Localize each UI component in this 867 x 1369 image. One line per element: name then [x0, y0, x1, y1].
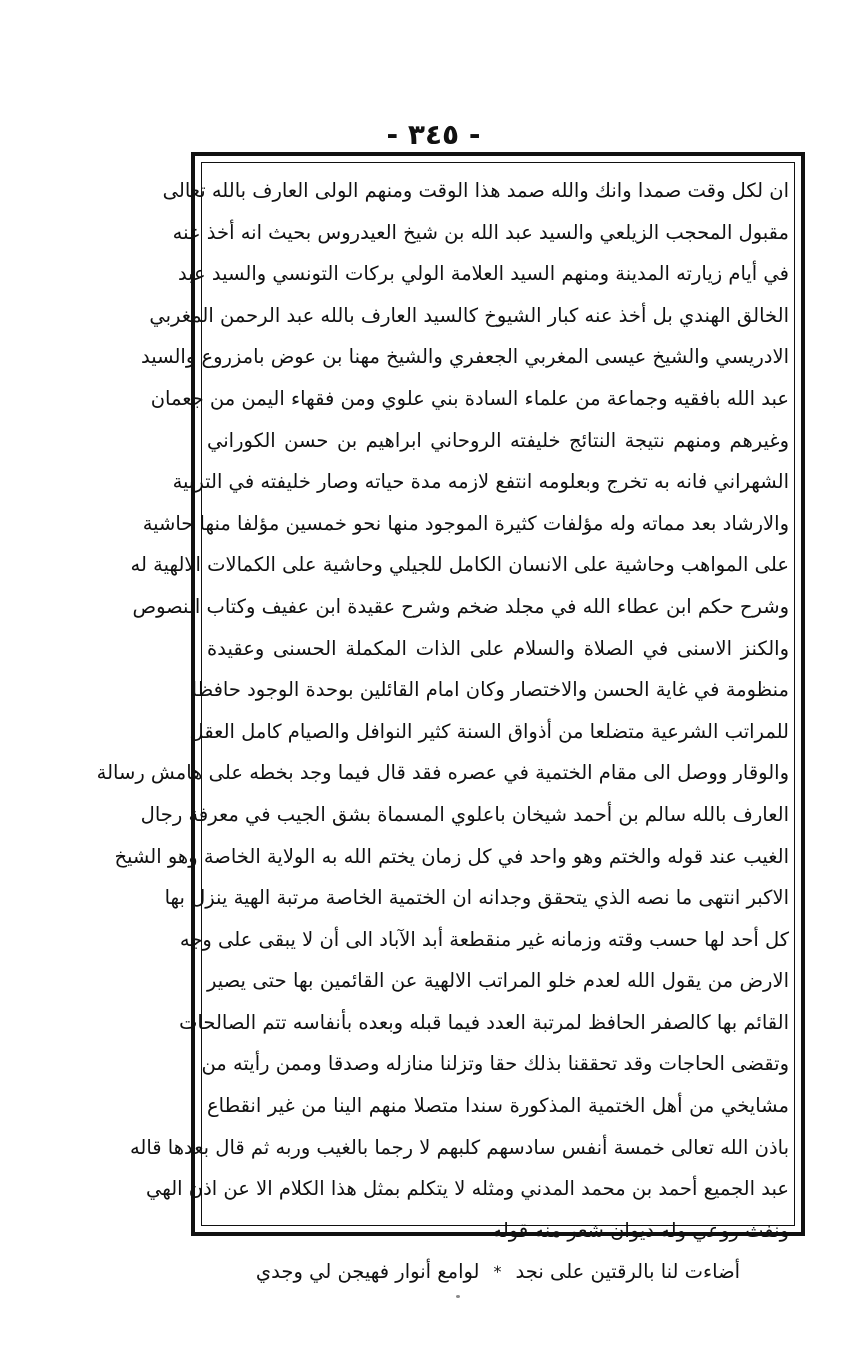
scan-speck	[456, 1295, 460, 1298]
text-line: الاكبر انتهى ما نصه الذي يتحقق وجدانه ان الختمية الخاصة مرتبة الهية ينزل بها	[164, 886, 789, 910]
poem-verse	[207, 1251, 789, 1293]
text-line: وشرح حكم ابن عطاء الله في مجلد ضخم وشرح عقيدة ابن عفيف وكتاب النصوص	[132, 594, 789, 618]
text-line: ونفث روعي وله ديوان شعر منه قوله	[492, 1218, 789, 1242]
text-line: عبد الجميع أحمد بن محمد المدني ومثله لا يتكلم بمثل هذا الكلام الا عن اذن الهي	[145, 1177, 789, 1201]
text-line: الغيب عند قوله والختم وهو واحد في كل زمان يختم الله به الولاية الخاصة وهو الشيخ	[114, 844, 789, 868]
text-line: الشهراني فانه به تخرج وبعلومه انتفع لازمه مدة حياته وصار خليفته في التربية	[172, 470, 789, 494]
text-frame	[96, 152, 805, 1284]
verse-second-hemistich: لوامع أنوار فهيجن لي وجدي	[255, 1260, 480, 1284]
text-line: القائم بها كالصفر الحافظ لمرتبة العدد فيما قبله وبعده بأنفاسه تتم الصالحات	[179, 1010, 789, 1034]
text-line: الارض من يقول الله لعدم خلو المراتب الالهية عن القائمين بها حتى يصير	[207, 969, 789, 993]
verse-first-hemistich: أضاءت لنا بالرقتين على نجد	[515, 1260, 741, 1284]
text-line: وتقضى الحاجات وقد تحققنا بذلك حقا وتزلنا منازله وصدقا وممن رأيته من	[201, 1052, 789, 1076]
text-line: مقبول المحجب الزيلعي والسيد عبد الله بن شيخ العيدروس بحيث انه أخذ عنه	[172, 220, 789, 244]
text-line: للمراتب الشرعية متضلعا من أذواق السنة كثير النوافل والصيام كامل العقل	[189, 719, 789, 743]
text-line: والوقار ووصل الى مقام الختمية في عصره فقد قال فيما وجد بخطه على هامش رسالة	[96, 761, 789, 785]
text-line: الخالق الهندي بل أخذ عنه كبار الشيوخ كالسيد العارف بالله عبد الرحمن المغربي	[149, 303, 789, 327]
body-text	[96, 170, 789, 1293]
text-line: العارف بالله سالم بن أحمد شيخان باعلوي المسماة بشق الجيب في معرفة رجال	[140, 802, 789, 826]
text-line: والارشاد بعد مماته وله مؤلفات كثيرة الموجود منها نحو خمسين مؤلفا منها حاشية	[142, 511, 789, 535]
text-line: كل أحد لها حسب وقته وزمانه غير منقطعة أبد الآباد الى أن لا يبقى على وجه	[179, 927, 789, 951]
text-line: على المواهب وحاشية على الانسان الكامل للجيلي وحاشية على الكمالات الالهية له	[130, 553, 789, 577]
text-line: الادريسي والشيخ عيسى المغربي الجعفري والشيخ مهنا بن عوض بامزروع والسيد	[140, 345, 789, 369]
text-line: عبد الله بافقيه وجماعة من علماء السادة بني علوي ومن فقهاء اليمن من جعمان	[150, 386, 789, 410]
page-number: - ٣٤٥ -	[386, 118, 481, 151]
text-line: وغيرهم ومنهم نتيجة النتائج خليفته الروحاني ابراهيم بن حسن الكوراني	[207, 428, 789, 452]
verse-separator-star: *	[493, 1262, 502, 1282]
text-line: باذن الله تعالى خمسة أنفس سادسهم كلبهم لا رجما بالغيب وربه ثم قال بعدها قاله	[129, 1135, 789, 1159]
text-line: منظومة في غاية الحسن والاختصار وكان امام القائلين بوحدة الوجود حافظا	[191, 678, 789, 702]
text-line: ان لكل وقت صمدا وانك والله صمد هذا الوقت ومنهم الولى العارف بالله تعالى	[162, 179, 789, 202]
text-line: مشايخي من أهل الختمية المذكورة سندا متصلا منهم الينا من غير انقطاع	[207, 1094, 789, 1118]
text-line: والكنز الاسنى في الصلاة والسلام على الذات المكملة الحسنى وعقيدة	[207, 636, 789, 660]
text-line: في أيام زيارته المدينة ومنهم السيد العلامة الولي بركات التونسي والسيد عبد	[177, 262, 789, 286]
